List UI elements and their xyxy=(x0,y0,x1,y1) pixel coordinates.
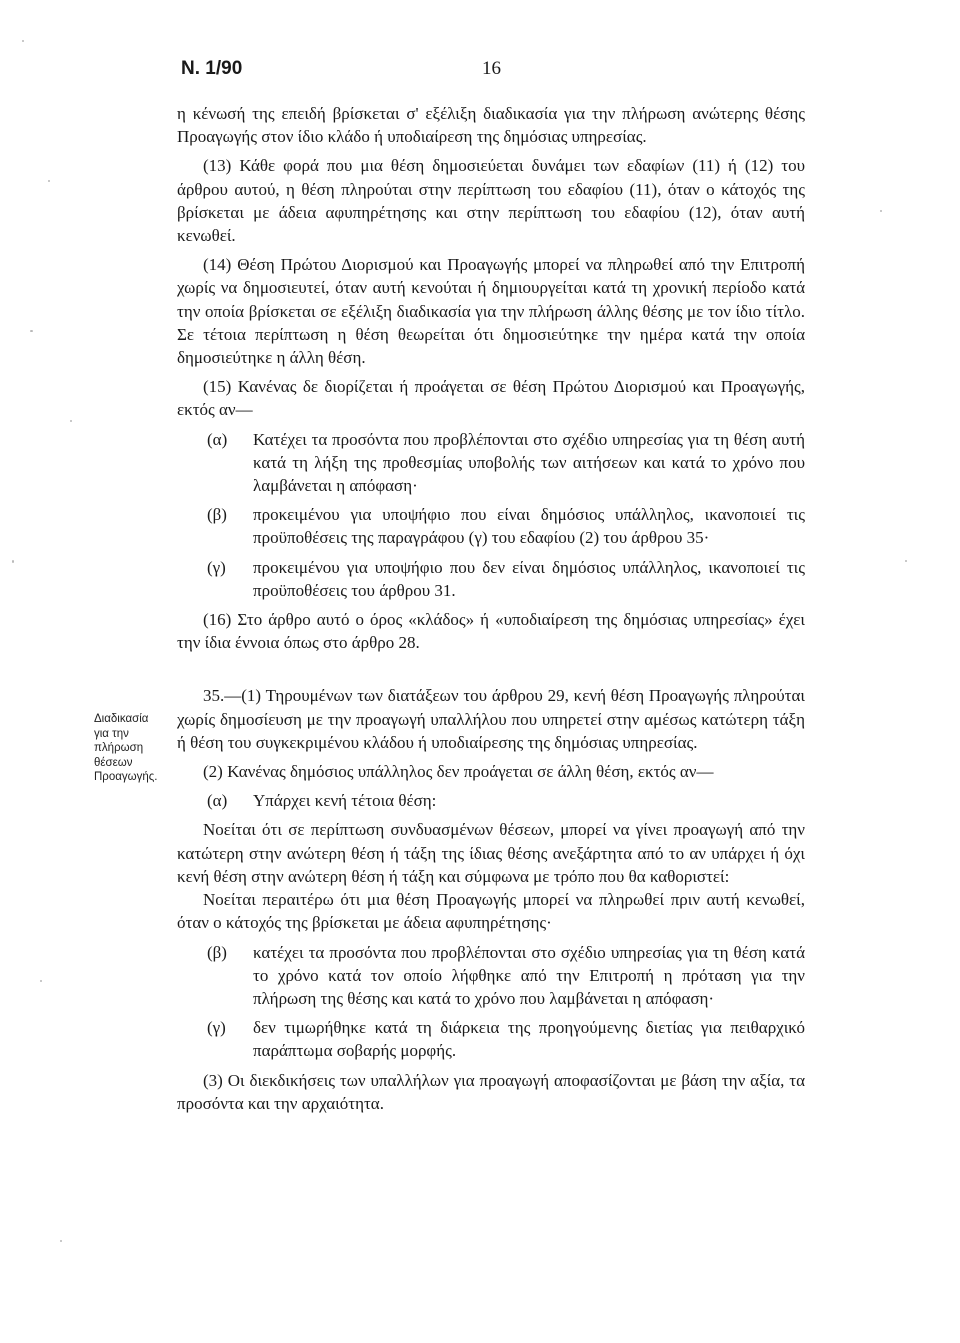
item-label: (β) xyxy=(207,505,227,525)
item-text: Κατέχει τα προσόντα που προβλέπονται στο σχέδιο υπηρεσίας για τη θέση αυτή κατά τη λήξη της προθεσμίας υποβολής των αιτήσεων και κατά το χρόνο που λαμβάνεται η απόφαση· xyxy=(253,429,805,496)
margin-note-line: πλήρωση xyxy=(94,742,144,754)
list-item xyxy=(177,503,805,549)
document-body xyxy=(177,102,805,1115)
article-number: 35. xyxy=(203,686,225,706)
item-text: Υπάρχει κενή τέτοια θέση: xyxy=(253,791,437,811)
subsection-15: (15) Κανένας δε διορίζεται ή προάγεται σε θέση Πρώτου Διορισμού και Προαγωγής, εκτός αν— xyxy=(177,377,805,420)
list-item xyxy=(177,941,805,1011)
scan-speck xyxy=(880,210,882,212)
article-35-subsection-2: (2) Κανένας δημόσιος υπάλληλος δεν προάγεται σε άλλη θέση, εκτός αν— xyxy=(203,762,714,782)
margin-note-line: θέσεων xyxy=(94,756,133,769)
scan-speck xyxy=(60,1240,62,1242)
scan-speck xyxy=(40,980,42,982)
list-item xyxy=(177,1016,805,1062)
list-item xyxy=(177,428,805,498)
list-item xyxy=(177,556,805,602)
scan-speck xyxy=(22,40,24,42)
item-text: δεν τιμωρήθηκε κατά τη διάρκεια της προηγούμενης διετίας για πειθαρχικό παράπτωμα σοβαρής μορφής. xyxy=(253,1018,805,1061)
margin-note-line: για την xyxy=(94,727,129,740)
subsection-13: (13) Κάθε φορά που μια θέση δημοσιεύεται δυνάμει των εδαφίων (11) ή (12) του άρθρου αυτού, η θέση πληρούται στην περίπτωση του εδαφίου (11), όταν ο κάτοχός της βρίσκεται με άδεια αφυπηρέτησης και στην περίπτωση του εδαφίου (12), όταν αυτή κενωθεί. xyxy=(177,156,805,246)
item-text: προκειμένου για υποψήφιο που δεν είναι δημόσιος υπάλληλος, ικανοποιεί τις προϋποθέσεις του άρθρου 31. xyxy=(253,557,805,600)
item-label: (γ) xyxy=(207,1018,226,1038)
scan-speck xyxy=(48,180,50,182)
article-35-subsection-3: (3) Οι διεκδικήσεις των υπαλλήλων για προαγωγή αποφασίζονται με βάση την αξία, τα προσόντα και την αρχαιότητα. xyxy=(177,1070,805,1113)
scan-speck xyxy=(70,420,72,422)
proviso: Νοείται ότι σε περίπτωση συνδυασμένων θέσεων, μπορεί να γίνει προαγωγή από την κατώτερη στην ανώτερη θέση ή τάξη της ίδιας θέσης ανεξάρτητα από το αν υπάρχει ή όχι κενή θέση στην ανώτερη θέση ή τάξη και σύμφωνα με τρόπο που θα καθοριστεί: xyxy=(177,820,805,886)
scan-speck xyxy=(12,560,14,563)
item-text: κατέχει τα προσόντα που προβλέπονται στο σχέδιο υπηρεσίας για τη θέση κατά το χρόνο κατά τον οποίο λήφθηκε από την Επιτροπή η πρόταση για την πλήρωση της θέσης και κατά το χρόνο που λαμβάνεται η απόφαση· xyxy=(253,942,805,1008)
law-number: Ν. 1/90 xyxy=(181,58,243,79)
page-number: 16 xyxy=(482,58,501,79)
scan-speck xyxy=(905,560,907,562)
scan-speck xyxy=(30,330,33,332)
item-label: (α) xyxy=(207,429,228,449)
article-text: —(1) Τηρουμένων των διατάξεων του άρθρου 29, κενή θέση Προαγωγής πληρούται χωρίς δημοσίευση με την προαγωγή υπαλλήλου που υπηρετεί στην αμέσως κατώτερη τάξη ή θέση του συγκεκριμένου κλάδου ή υποδιαίρεσης της δημόσιας υπηρεσίας. xyxy=(177,686,805,752)
margin-note-line: Προαγωγής. xyxy=(94,771,158,783)
item-text: προκειμένου για υποψήφιο που είναι δημόσιος υπάλληλος, ικανοποιεί τις προϋποθέσεις της παραγράφου (γ) του εδαφίου (2) του άρθρου 35· xyxy=(253,505,805,548)
margin-note-line: Διαδικασία xyxy=(94,713,149,725)
article-35-subsection-1 xyxy=(177,684,805,754)
item-label: (γ) xyxy=(207,557,226,577)
item-label: (α) xyxy=(207,791,228,811)
paragraph-continuation: η κένωσή της επειδή βρίσκεται σ' εξέλιξη διαδικασία για την πλήρωση ανώτερης θέσης Προαγωγής στον ίδιο κλάδο ή υποδιαίρεση της δημόσιας υπηρεσίας. xyxy=(177,104,805,147)
subsection-16: (16) Στο άρθρο αυτό ο όρος «κλάδος» ή «υποδιαίρεση της δημόσιας υπηρεσίας» έχει την ίδια έννοια όπως στο άρθρο 28. xyxy=(177,610,805,653)
list-item xyxy=(177,789,805,812)
margin-note xyxy=(94,712,176,785)
item-label: (β) xyxy=(207,942,227,962)
subsection-14: (14) Θέση Πρώτου Διορισμού και Προαγωγής μπορεί να πληρωθεί από την Επιτροπή χωρίς να δημοσιευτεί, όταν αυτή κενούται ή δημιουργείται κατά τη χρονική περίοδο κατά την οποία βρίσκεται σε εξέλιξη διαδικασία για την πλήρωση άλλης θέσης με τον ίδιο τίτλο. Σε τέτοια περίπτωση η θέση θεωρείται ότι δημοσιεύτηκε την ημέρα κατά την οποία δημοσιεύτηκε η άλλη θέση. xyxy=(177,255,805,368)
proviso: Νοείται περαιτέρω ότι μια θέση Προαγωγής μπορεί να πληρωθεί πριν αυτή κενωθεί, όταν ο κάτοχός της βρίσκεται με άδεια αφυπηρέτησης· xyxy=(177,890,805,933)
